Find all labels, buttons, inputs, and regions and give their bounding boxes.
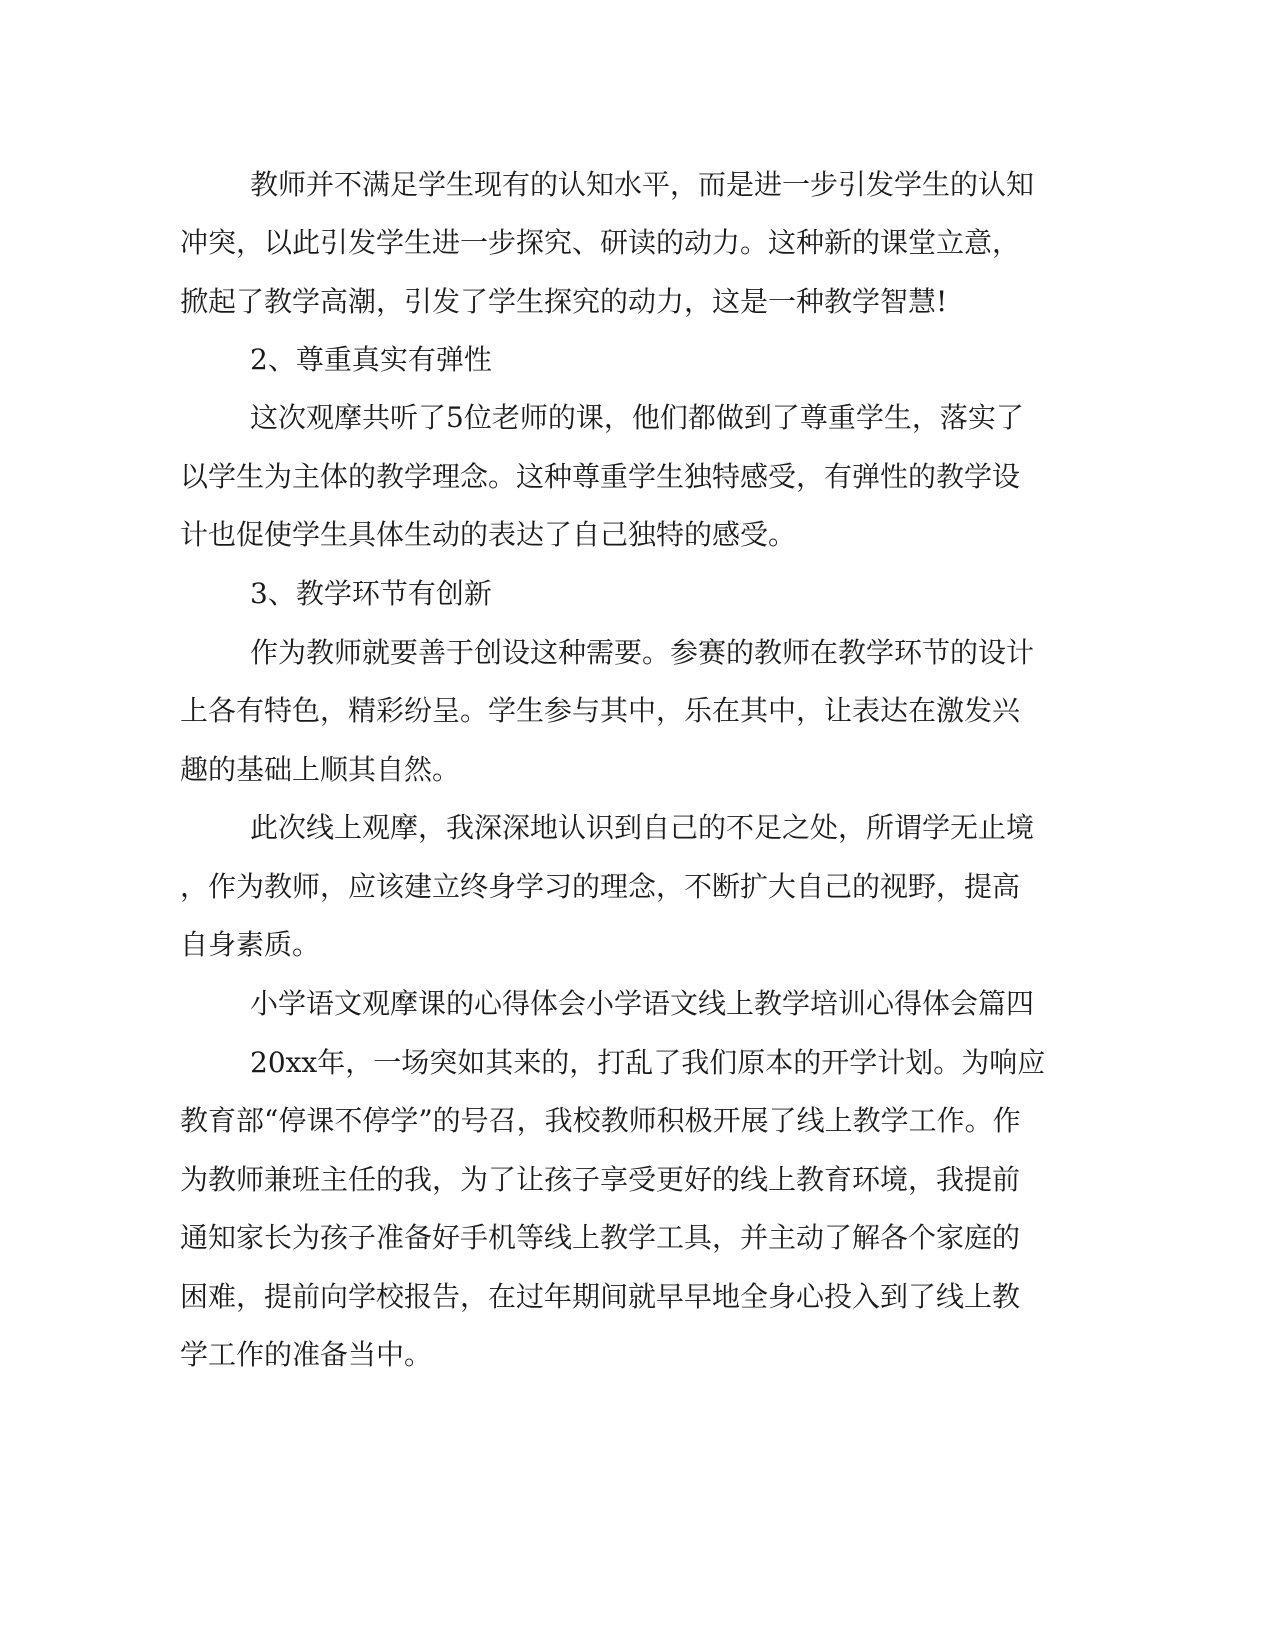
paragraph-line: 以学生为主体的教学理念。这种尊重学生独特感受，有弹性的教学设 (180, 460, 1021, 493)
paragraph-line: 此次线上观摩，我深深地认识到自己的不足之处，所谓学无止境 (250, 811, 1035, 844)
paragraph-line: 教师并不满足学生现有的认知水平，而是进一步引发学生的认知 (250, 168, 1035, 201)
paragraph-line: 教育部“停课不停学”的号召，我校教师积极开展了线上教学工作。作 (180, 1104, 1021, 1137)
paragraph-line: 这次观摩共听了5位老师的课，他们都做到了尊重学生，落实了 (250, 401, 1024, 434)
paragraph-line: 作为教师就要善于创设这种需要。参赛的教师在教学环节的设计 (250, 636, 1035, 669)
paragraph-line: 困难，提前向学校报告，在过年期间就早早地全身心投入到了线上教 (180, 1280, 1021, 1313)
article-title: 小学语文观摩课的心得体会小学语文线上教学培训心得体会篇四 (250, 987, 1035, 1020)
paragraph-line: 掀起了教学高潮，引发了学生探究的动力，这是一种教学智慧! (180, 285, 948, 318)
paragraph-line: 趣的基础上顺其自然。 (180, 753, 461, 786)
paragraph-line: 自身素质。 (180, 928, 321, 961)
section-heading: 2、尊重真实有弹性 (250, 343, 492, 376)
paragraph-line: 冲突，以此引发学生进一步探究、研读的动力。这种新的课堂立意， (180, 226, 1021, 259)
paragraph-line: 上各有特色，精彩纷呈。学生参与其中，乐在其中，让表达在激发兴 (180, 694, 1021, 727)
paragraph-line: 计也促使学生具体生动的表达了自己独特的感受。 (180, 518, 797, 551)
paragraph-line: ，作为教师，应该建立终身学习的理念，不断扩大自己的视野，提高 (180, 870, 1021, 903)
paragraph-line: 20xx年，一场突如其来的，打乱了我们原本的开学计划。为响应 (250, 1046, 1046, 1079)
paragraph-line: 为教师兼班主任的我，为了让孩子享受更好的线上教育环境，我提前 (180, 1163, 1021, 1196)
paragraph-line: 学工作的准备当中。 (180, 1338, 433, 1371)
section-heading: 3、教学环节有创新 (250, 577, 492, 610)
paragraph-line: 通知家长为孩子准备好手机等线上教学工具，并主动了解各个家庭的 (180, 1221, 1021, 1254)
